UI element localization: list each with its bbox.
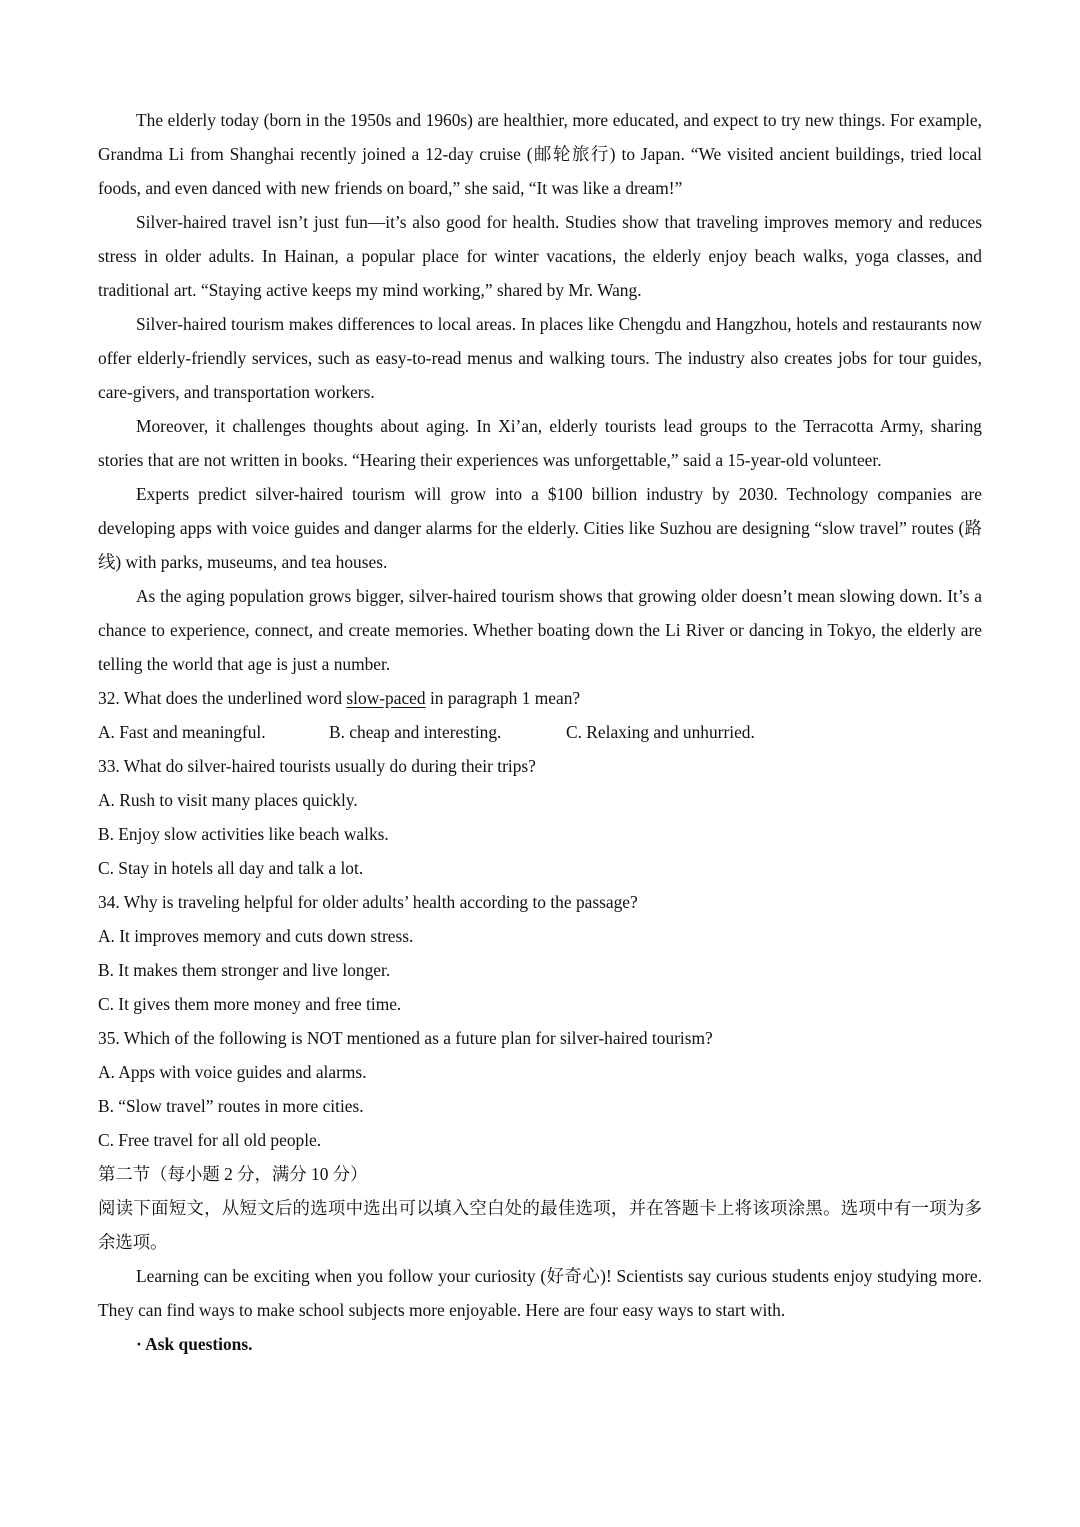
- section-2-instruction: 阅读下面短文，从短文后的选项中选出可以填入空白处的最佳选项，并在答题卡上将该项涂黑。选项中有一项为多余选项。: [98, 1198, 982, 1252]
- question-35-stem: 35. Which of the following is NOT mentioned as a future plan for silver-haired tourism?: [98, 1028, 713, 1048]
- question-34-stem: 34. Why is traveling helpful for older adults’ health according to the passage?: [98, 892, 638, 912]
- question-32-stem: [98, 681, 982, 715]
- passage-paragraph-2: Silver-haired travel isn’t just fun—it’s also good for health. Studies show that traveling improves memory and reduces stress in older adults. In Hainan, a popular place for winter vacations, the elderly enjoy beach walks, yoga classes, and traditional art. “Staying active keeps my mind working,” shared by Mr. Wang.: [98, 212, 982, 300]
- question-33-option-a: A. Rush to visit many places quickly.: [98, 790, 358, 810]
- question-34-option-a: A. It improves memory and cuts down stress.: [98, 926, 414, 946]
- exam-page: [98, 103, 982, 1361]
- question-33-option-b: B. Enjoy slow activities like beach walks.: [98, 824, 389, 844]
- question-33-stem: 33. What do silver-haired tourists usually do during their trips?: [98, 756, 536, 776]
- question-32-options: [98, 715, 982, 749]
- question-33-option-c: C. Stay in hotels all day and talk a lot.: [98, 858, 364, 878]
- passage-paragraph-5: Experts predict silver-haired tourism will grow into a $100 billion industry by 2030. Technology companies are developing apps with voice guides and danger alarms for the elderly. Cities like Suzhou are designing “slow travel” routes (路线) with parks, museums, and tea houses.: [98, 484, 982, 572]
- passage-paragraph-4: Moreover, it challenges thoughts about aging. In Xi’an, elderly tourists lead groups to the Terracotta Army, sharing stories that are not written in books. “Hearing their experiences was unforgettable,” said a 15-year-old volunteer.: [98, 416, 982, 470]
- question-35-option-c: C. Free travel for all old people.: [98, 1130, 322, 1150]
- question-34-option-c: C. It gives them more money and free time.: [98, 994, 402, 1014]
- underlined-word: slow-paced: [346, 688, 426, 708]
- question-32-option-a: A. Fast and meaningful.: [98, 722, 266, 742]
- passage-paragraph-1: The elderly today (born in the 1950s and 1960s) are healthier, more educated, and expect to try new things. For example, Grandma Li from Shanghai recently joined a 12-day cruise (邮轮旅行) to Japan. “We visited ancient buildings, tried local foods, and even danced with new friends on board,” she said, “It was like a dream!”: [98, 110, 982, 198]
- question-34-option-b: B. It makes them stronger and live longer.: [98, 960, 391, 980]
- section-2-passage: Learning can be exciting when you follow your curiosity (好奇心)! Scientists say curious students enjoy studying more. They can find ways to make school subjects more enjoyable. Here are four easy ways to start with.: [98, 1266, 982, 1320]
- question-35-option-a: A. Apps with voice guides and alarms.: [98, 1062, 367, 1082]
- section-2-heading: 第二节（每小题 2 分，满分 10 分）: [98, 1164, 368, 1184]
- section-2-bullet-heading: · Ask questions.: [136, 1334, 253, 1354]
- passage-paragraph-3: Silver-haired tourism makes differences to local areas. In places like Chengdu and Hangzhou, hotels and restaurants now offer elderly-friendly services, such as easy-to-read menus and walking tours. The industry also creates jobs for tour guides, care-givers, and transportation workers.: [98, 314, 982, 402]
- passage-paragraph-6: As the aging population grows bigger, silver-haired tourism shows that growing older doesn’t mean slowing down. It’s a chance to experience, connect, and create memories. Whether boating down the Li River or dancing in Tokyo, the elderly are telling the world that age is just a number.: [98, 586, 982, 674]
- question-32-suffix: in paragraph 1 mean?: [425, 688, 581, 708]
- question-32-option-c: C. Relaxing and unhurried.: [566, 722, 755, 742]
- question-32-option-b: B. cheap and interesting.: [329, 722, 502, 742]
- question-35-option-b: B. “Slow travel” routes in more cities.: [98, 1096, 364, 1116]
- question-32-prefix: 32. What does the underlined word: [98, 688, 347, 708]
